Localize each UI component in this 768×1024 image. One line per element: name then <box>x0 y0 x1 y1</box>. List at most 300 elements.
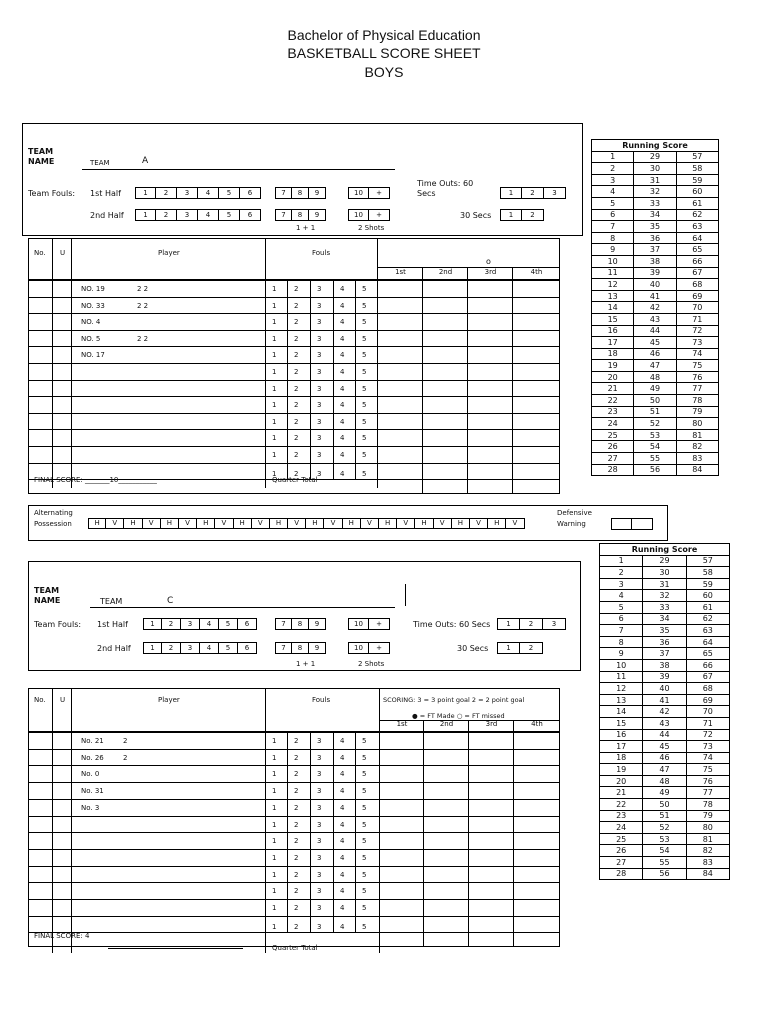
running-score-cell[interactable]: 35 <box>634 221 676 233</box>
running-score-cell[interactable]: 13 <box>600 694 643 706</box>
running-score-cell[interactable]: 48 <box>643 775 686 787</box>
foul-number[interactable]: 4 <box>340 334 345 343</box>
running-score-cell[interactable]: 18 <box>600 752 643 764</box>
running-score-cell[interactable]: 14 <box>600 706 643 718</box>
running-score-cell[interactable]: 50 <box>643 799 686 811</box>
possession-cell[interactable]: V <box>288 518 306 529</box>
running-score-cell[interactable]: 75 <box>676 360 718 372</box>
foul-number[interactable]: 1 <box>272 417 277 426</box>
running-score-cell[interactable]: 78 <box>686 799 729 811</box>
running-score-cell[interactable]: 49 <box>643 787 686 799</box>
running-score-cell[interactable]: 80 <box>676 418 718 430</box>
count-box[interactable]: 2 <box>156 209 177 221</box>
foul-number[interactable]: 1 <box>272 384 277 393</box>
running-score-cell[interactable]: 68 <box>676 279 718 291</box>
foul-number[interactable]: 3 <box>317 469 322 478</box>
foul-number[interactable]: 4 <box>340 737 345 745</box>
running-score-cell[interactable]: 73 <box>676 337 718 349</box>
running-score-cell[interactable]: 3 <box>600 578 643 590</box>
foul-number[interactable]: 5 <box>362 837 367 846</box>
running-score-cell[interactable]: 7 <box>592 221 634 233</box>
foul-number[interactable]: 1 <box>272 753 277 762</box>
running-score-cell[interactable]: 74 <box>676 348 718 360</box>
foul-number[interactable]: 3 <box>317 870 322 879</box>
foul-number[interactable]: 4 <box>340 803 345 812</box>
running-score-cell[interactable]: 27 <box>592 453 634 465</box>
foul-number[interactable]: 2 <box>294 451 299 459</box>
foul-number[interactable]: 2 <box>294 384 299 393</box>
running-score-cell[interactable]: 62 <box>686 613 729 625</box>
running-score-cell[interactable]: 84 <box>686 868 729 880</box>
foul-number[interactable]: 5 <box>362 820 367 829</box>
running-score-cell[interactable]: 73 <box>686 741 729 753</box>
running-score-cell[interactable]: 70 <box>676 302 718 314</box>
running-score-cell[interactable]: 50 <box>634 395 676 407</box>
count-box[interactable]: 7 <box>275 187 292 199</box>
foul-number[interactable]: 2 <box>294 753 299 762</box>
running-score-cell[interactable]: 16 <box>592 325 634 337</box>
count-box[interactable]: 5 <box>219 618 238 630</box>
foul-number[interactable]: 3 <box>317 770 322 779</box>
running-score-cell[interactable]: 76 <box>676 371 718 383</box>
foul-number[interactable]: 2 <box>294 285 299 293</box>
running-score-cell[interactable]: 76 <box>686 775 729 787</box>
running-score-cell[interactable]: 42 <box>643 706 686 718</box>
count-box[interactable]: 10 <box>348 187 369 199</box>
foul-number[interactable]: 5 <box>362 904 367 912</box>
possession-cell[interactable]: V <box>252 518 270 529</box>
foul-number[interactable]: 1 <box>272 351 277 360</box>
foul-number[interactable]: 5 <box>362 334 367 343</box>
running-score-cell[interactable]: 44 <box>643 729 686 741</box>
foul-number[interactable]: 3 <box>317 285 322 293</box>
running-score-cell[interactable]: 28 <box>600 868 643 880</box>
running-score-cell[interactable]: 21 <box>592 383 634 395</box>
count-box[interactable]: 3 <box>544 187 566 199</box>
running-score-cell[interactable]: 70 <box>686 706 729 718</box>
running-score-cell[interactable]: 61 <box>686 601 729 613</box>
foul-number[interactable]: 5 <box>362 737 367 745</box>
running-score-cell[interactable]: 48 <box>634 371 676 383</box>
running-score-cell[interactable]: 29 <box>643 555 686 567</box>
running-score-cell[interactable]: 37 <box>634 244 676 256</box>
foul-number[interactable]: 1 <box>272 922 277 931</box>
foul-number[interactable]: 3 <box>317 904 322 912</box>
foul-number[interactable]: 4 <box>340 451 345 459</box>
running-score-cell[interactable]: 52 <box>634 418 676 430</box>
running-score-cell[interactable]: 1 <box>592 151 634 163</box>
running-score-cell[interactable]: 2 <box>600 567 643 579</box>
foul-number[interactable]: 1 <box>272 853 277 862</box>
foul-number[interactable]: 3 <box>317 787 322 796</box>
running-score-cell[interactable]: 30 <box>634 163 676 175</box>
possession-cell[interactable]: V <box>324 518 342 529</box>
possession-cell[interactable]: V <box>397 518 415 529</box>
count-box[interactable]: 7 <box>275 618 292 630</box>
count-box[interactable]: 2 <box>162 642 181 654</box>
foul-number[interactable]: 1 <box>272 737 277 745</box>
possession-cell[interactable]: H <box>488 518 506 529</box>
count-box[interactable]: 6 <box>240 187 261 199</box>
count-box[interactable]: + <box>369 187 390 199</box>
foul-number[interactable]: 5 <box>362 469 367 478</box>
running-score-cell[interactable]: 38 <box>634 255 676 267</box>
count-box[interactable]: 10 <box>348 209 369 221</box>
running-score-cell[interactable]: 31 <box>634 174 676 186</box>
count-box[interactable]: 1 <box>135 187 156 199</box>
count-box[interactable]: 1 <box>500 209 522 221</box>
count-box[interactable]: 1 <box>143 618 162 630</box>
foul-number[interactable]: 3 <box>317 301 322 310</box>
count-box[interactable]: 1 <box>497 618 520 630</box>
running-score-cell[interactable]: 56 <box>634 464 676 476</box>
running-score-cell[interactable]: 60 <box>676 186 718 198</box>
foul-number[interactable]: 4 <box>340 417 345 426</box>
foul-number[interactable]: 1 <box>272 334 277 343</box>
running-score-cell[interactable]: 51 <box>643 810 686 822</box>
foul-number[interactable]: 3 <box>317 434 322 443</box>
foul-number[interactable]: 4 <box>340 787 345 796</box>
count-box[interactable]: 10 <box>348 618 369 630</box>
running-score-cell[interactable]: 42 <box>634 302 676 314</box>
count-box[interactable]: 1 <box>497 642 520 654</box>
count-box[interactable]: 2 <box>522 187 544 199</box>
running-score-cell[interactable]: 40 <box>634 279 676 291</box>
count-box[interactable]: 10 <box>348 642 369 654</box>
running-score-cell[interactable]: 80 <box>686 822 729 834</box>
count-box[interactable]: 5 <box>219 209 240 221</box>
foul-number[interactable]: 5 <box>362 434 367 443</box>
running-score-cell[interactable]: 53 <box>643 833 686 845</box>
count-box[interactable]: 8 <box>292 618 309 630</box>
foul-number[interactable]: 2 <box>294 434 299 443</box>
running-score-cell[interactable]: 20 <box>600 775 643 787</box>
running-score-cell[interactable]: 8 <box>592 232 634 244</box>
count-box[interactable]: + <box>369 618 390 630</box>
foul-number[interactable]: 1 <box>272 904 277 912</box>
foul-number[interactable]: 2 <box>294 737 299 745</box>
count-box[interactable]: 7 <box>275 209 292 221</box>
count-box[interactable]: 2 <box>520 618 543 630</box>
running-score-cell[interactable]: 18 <box>592 348 634 360</box>
running-score-cell[interactable]: 30 <box>643 567 686 579</box>
foul-number[interactable]: 2 <box>294 301 299 310</box>
running-score-cell[interactable]: 79 <box>686 810 729 822</box>
running-score-cell[interactable]: 19 <box>600 764 643 776</box>
running-score-cell[interactable]: 15 <box>592 313 634 325</box>
count-box[interactable]: 7 <box>275 642 292 654</box>
running-score-cell[interactable]: 75 <box>686 764 729 776</box>
running-score-cell[interactable]: 26 <box>600 845 643 857</box>
foul-number[interactable]: 3 <box>317 753 322 762</box>
possession-cell[interactable]: V <box>361 518 379 529</box>
foul-number[interactable]: 5 <box>362 922 367 931</box>
count-box[interactable]: 2 <box>156 187 177 199</box>
foul-number[interactable]: 1 <box>272 787 277 796</box>
count-box[interactable]: 5 <box>219 187 240 199</box>
running-score-cell[interactable]: 35 <box>643 625 686 637</box>
running-score-cell[interactable]: 63 <box>686 625 729 637</box>
possession-cell[interactable]: V <box>506 518 524 529</box>
foul-number[interactable]: 3 <box>317 853 322 862</box>
running-score-cell[interactable]: 13 <box>592 290 634 302</box>
count-box[interactable]: 4 <box>200 642 219 654</box>
running-score-cell[interactable]: 69 <box>686 694 729 706</box>
foul-number[interactable]: 2 <box>294 922 299 931</box>
running-score-cell[interactable]: 66 <box>676 255 718 267</box>
running-score-cell[interactable]: 33 <box>643 601 686 613</box>
foul-number[interactable]: 2 <box>294 469 299 478</box>
running-score-cell[interactable]: 77 <box>676 383 718 395</box>
foul-number[interactable]: 3 <box>317 401 322 410</box>
foul-number[interactable]: 2 <box>294 837 299 846</box>
foul-number[interactable]: 2 <box>294 368 299 376</box>
foul-number[interactable]: 5 <box>362 285 367 293</box>
running-score-cell[interactable]: 25 <box>592 429 634 441</box>
running-score-cell[interactable]: 63 <box>676 221 718 233</box>
running-score-cell[interactable]: 69 <box>676 290 718 302</box>
running-score-cell[interactable]: 33 <box>634 197 676 209</box>
possession-cell[interactable]: V <box>106 518 124 529</box>
running-score-cell[interactable]: 26 <box>592 441 634 453</box>
foul-number[interactable]: 3 <box>317 887 322 896</box>
possession-cell[interactable]: H <box>197 518 215 529</box>
running-score-cell[interactable]: 36 <box>643 636 686 648</box>
foul-number[interactable]: 5 <box>362 318 367 327</box>
running-score-cell[interactable]: 5 <box>592 197 634 209</box>
foul-number[interactable]: 5 <box>362 451 367 459</box>
foul-number[interactable]: 5 <box>362 401 367 410</box>
possession-cell[interactable]: H <box>88 518 106 529</box>
running-score-cell[interactable]: 53 <box>634 429 676 441</box>
possession-cell[interactable]: H <box>415 518 433 529</box>
foul-number[interactable]: 2 <box>294 787 299 796</box>
running-score-cell[interactable]: 40 <box>643 683 686 695</box>
running-score-cell[interactable]: 7 <box>600 625 643 637</box>
foul-number[interactable]: 3 <box>317 384 322 393</box>
count-box[interactable]: 1 <box>143 642 162 654</box>
foul-number[interactable]: 4 <box>340 753 345 762</box>
foul-number[interactable]: 2 <box>294 803 299 812</box>
running-score-cell[interactable]: 39 <box>634 267 676 279</box>
foul-number[interactable]: 4 <box>340 770 345 779</box>
foul-number[interactable]: 2 <box>294 820 299 829</box>
running-score-cell[interactable]: 29 <box>634 151 676 163</box>
running-score-cell[interactable]: 81 <box>676 429 718 441</box>
running-score-cell[interactable]: 34 <box>634 209 676 221</box>
running-score-cell[interactable]: 24 <box>592 418 634 430</box>
running-score-cell[interactable]: 41 <box>634 290 676 302</box>
running-score-cell[interactable]: 49 <box>634 383 676 395</box>
foul-number[interactable]: 4 <box>340 837 345 846</box>
running-score-cell[interactable]: 14 <box>592 302 634 314</box>
foul-number[interactable]: 1 <box>272 451 277 459</box>
running-score-cell[interactable]: 36 <box>634 232 676 244</box>
foul-number[interactable]: 2 <box>294 401 299 410</box>
running-score-cell[interactable]: 32 <box>634 186 676 198</box>
running-score-cell[interactable]: 56 <box>643 868 686 880</box>
foul-number[interactable]: 3 <box>317 351 322 360</box>
running-score-cell[interactable]: 57 <box>686 555 729 567</box>
count-box[interactable]: 3 <box>181 642 200 654</box>
foul-number[interactable]: 3 <box>317 803 322 812</box>
count-box[interactable]: 9 <box>309 187 326 199</box>
running-score-cell[interactable]: 62 <box>676 209 718 221</box>
running-score-cell[interactable]: 52 <box>643 822 686 834</box>
running-score-cell[interactable]: 12 <box>600 683 643 695</box>
running-score-cell[interactable]: 11 <box>592 267 634 279</box>
running-score-cell[interactable]: 15 <box>600 717 643 729</box>
running-score-cell[interactable]: 45 <box>634 337 676 349</box>
running-score-cell[interactable]: 44 <box>634 325 676 337</box>
possession-cell[interactable]: H <box>306 518 324 529</box>
count-box[interactable]: 9 <box>309 618 326 630</box>
running-score-cell[interactable]: 65 <box>686 648 729 660</box>
running-score-cell[interactable]: 74 <box>686 752 729 764</box>
possession-cell[interactable]: V <box>143 518 161 529</box>
running-score-cell[interactable]: 71 <box>676 313 718 325</box>
running-score-cell[interactable]: 79 <box>676 406 718 418</box>
foul-number[interactable]: 4 <box>340 469 345 478</box>
foul-number[interactable]: 5 <box>362 417 367 426</box>
foul-number[interactable]: 5 <box>362 853 367 862</box>
count-box[interactable]: 6 <box>238 618 257 630</box>
running-score-cell[interactable]: 59 <box>686 578 729 590</box>
count-box[interactable]: 5 <box>219 642 238 654</box>
foul-number[interactable]: 4 <box>340 853 345 862</box>
possession-cell[interactable]: H <box>124 518 142 529</box>
count-box[interactable]: 3 <box>177 187 198 199</box>
possession-cell[interactable]: H <box>379 518 397 529</box>
foul-number[interactable]: 3 <box>317 737 322 745</box>
count-box[interactable]: 3 <box>543 618 566 630</box>
running-score-cell[interactable]: 67 <box>676 267 718 279</box>
running-score-cell[interactable]: 46 <box>643 752 686 764</box>
running-score-cell[interactable]: 4 <box>592 186 634 198</box>
running-score-cell[interactable]: 34 <box>643 613 686 625</box>
count-box[interactable]: 4 <box>198 187 219 199</box>
foul-number[interactable]: 3 <box>317 820 322 829</box>
running-score-cell[interactable]: 72 <box>686 729 729 741</box>
running-score-cell[interactable]: 4 <box>600 590 643 602</box>
foul-number[interactable]: 3 <box>317 417 322 426</box>
running-score-cell[interactable]: 54 <box>634 441 676 453</box>
foul-number[interactable]: 1 <box>272 837 277 846</box>
foul-number[interactable]: 4 <box>340 401 345 410</box>
running-score-cell[interactable]: 58 <box>686 567 729 579</box>
running-score-cell[interactable]: 51 <box>634 406 676 418</box>
foul-number[interactable]: 2 <box>294 870 299 879</box>
foul-number[interactable]: 4 <box>340 922 345 931</box>
count-box[interactable]: 6 <box>238 642 257 654</box>
foul-number[interactable]: 5 <box>362 351 367 360</box>
running-score-cell[interactable]: 61 <box>676 197 718 209</box>
running-score-cell[interactable]: 57 <box>676 151 718 163</box>
running-score-cell[interactable]: 37 <box>643 648 686 660</box>
running-score-cell[interactable]: 32 <box>643 590 686 602</box>
foul-number[interactable]: 4 <box>340 351 345 360</box>
foul-number[interactable]: 4 <box>340 820 345 829</box>
running-score-cell[interactable]: 47 <box>634 360 676 372</box>
foul-number[interactable]: 2 <box>294 853 299 862</box>
foul-number[interactable]: 2 <box>294 334 299 343</box>
running-score-cell[interactable]: 25 <box>600 833 643 845</box>
foul-number[interactable]: 1 <box>272 870 277 879</box>
running-score-cell[interactable]: 43 <box>643 717 686 729</box>
foul-number[interactable]: 3 <box>317 334 322 343</box>
foul-number[interactable]: 5 <box>362 770 367 779</box>
foul-number[interactable]: 5 <box>362 384 367 393</box>
running-score-cell[interactable]: 6 <box>600 613 643 625</box>
running-score-cell[interactable]: 20 <box>592 371 634 383</box>
running-score-cell[interactable]: 22 <box>600 799 643 811</box>
count-box[interactable]: 2 <box>162 618 181 630</box>
foul-number[interactable]: 5 <box>362 870 367 879</box>
foul-number[interactable]: 3 <box>317 368 322 376</box>
foul-number[interactable]: 1 <box>272 469 277 478</box>
running-score-cell[interactable]: 65 <box>676 244 718 256</box>
running-score-cell[interactable]: 66 <box>686 659 729 671</box>
running-score-cell[interactable]: 24 <box>600 822 643 834</box>
running-score-cell[interactable]: 5 <box>600 601 643 613</box>
foul-number[interactable]: 5 <box>362 368 367 376</box>
running-score-cell[interactable]: 83 <box>686 857 729 869</box>
running-score-cell[interactable]: 17 <box>592 337 634 349</box>
running-score-cell[interactable]: 16 <box>600 729 643 741</box>
running-score-cell[interactable]: 71 <box>686 717 729 729</box>
possession-cell[interactable]: H <box>161 518 179 529</box>
running-score-cell[interactable]: 82 <box>686 845 729 857</box>
foul-number[interactable]: 1 <box>272 285 277 293</box>
running-score-cell[interactable]: 23 <box>592 406 634 418</box>
running-score-cell[interactable]: 60 <box>686 590 729 602</box>
possession-cell[interactable]: V <box>215 518 233 529</box>
running-score-cell[interactable]: 23 <box>600 810 643 822</box>
count-box[interactable]: 2 <box>522 209 544 221</box>
foul-number[interactable]: 4 <box>340 368 345 376</box>
count-box[interactable]: 8 <box>292 187 309 199</box>
foul-number[interactable]: 3 <box>317 318 322 327</box>
count-box[interactable]: 3 <box>181 618 200 630</box>
running-score-cell[interactable]: 55 <box>634 453 676 465</box>
foul-number[interactable]: 1 <box>272 770 277 779</box>
foul-number[interactable]: 1 <box>272 820 277 829</box>
possession-cell[interactable]: H <box>234 518 252 529</box>
foul-number[interactable]: 5 <box>362 787 367 796</box>
running-score-cell[interactable]: 54 <box>643 845 686 857</box>
running-score-cell[interactable]: 8 <box>600 636 643 648</box>
foul-number[interactable]: 2 <box>294 351 299 360</box>
running-score-cell[interactable]: 81 <box>686 833 729 845</box>
count-box[interactable]: 1 <box>500 187 522 199</box>
possession-cell[interactable]: H <box>452 518 470 529</box>
foul-number[interactable]: 5 <box>362 887 367 896</box>
possession-cell[interactable]: H <box>270 518 288 529</box>
foul-number[interactable]: 2 <box>294 904 299 912</box>
running-score-cell[interactable]: 59 <box>676 174 718 186</box>
foul-number[interactable]: 5 <box>362 753 367 762</box>
foul-number[interactable]: 3 <box>317 837 322 846</box>
count-box[interactable]: 1 <box>135 209 156 221</box>
running-score-cell[interactable]: 1 <box>600 555 643 567</box>
count-box[interactable]: + <box>369 209 390 221</box>
foul-number[interactable]: 3 <box>317 451 322 459</box>
running-score-cell[interactable]: 11 <box>600 671 643 683</box>
foul-number[interactable]: 4 <box>340 384 345 393</box>
running-score-cell[interactable]: 10 <box>592 255 634 267</box>
foul-number[interactable]: 1 <box>272 301 277 310</box>
foul-number[interactable]: 2 <box>294 318 299 327</box>
